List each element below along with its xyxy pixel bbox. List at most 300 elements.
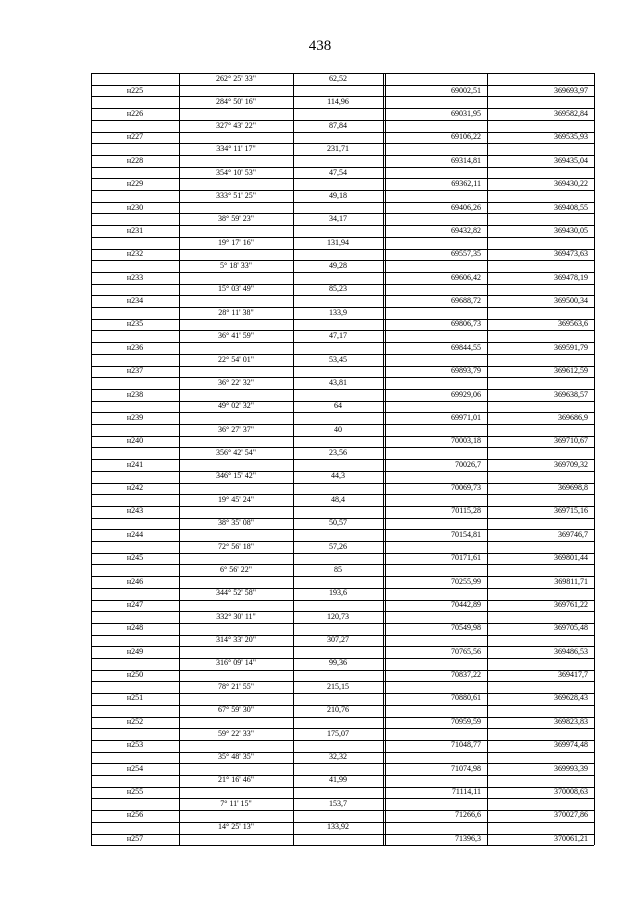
segment-row [91, 307, 594, 319]
x-coordinate-cell: 69432,82 [451, 225, 481, 235]
direction-angle-cell [179, 131, 293, 143]
distance-cell: 53,45 [329, 354, 347, 364]
row-border [91, 272, 594, 273]
x-coordinate-cell [385, 96, 487, 108]
y-coordinate-cell: 369698,8 [558, 483, 588, 493]
segment-row [91, 704, 594, 716]
point-name-cell: н249 [126, 646, 144, 656]
row-border [91, 471, 594, 472]
x-coordinate-cell [385, 307, 487, 319]
column-border [487, 73, 488, 845]
direction-angle-cell: 21° 16' 46" [218, 775, 254, 785]
point-name-cell: н252 [126, 716, 144, 726]
point-name-cell [91, 330, 179, 342]
x-coordinate-cell: 70115,28 [451, 506, 481, 516]
x-coordinate-cell [385, 330, 487, 342]
x-coordinate-cell [385, 564, 487, 576]
distance-cell [293, 716, 383, 728]
x-coordinate-cell: 71114,11 [451, 786, 481, 796]
y-coordinate-cell: 369408,55 [554, 202, 588, 212]
y-coordinate-cell [487, 400, 594, 412]
x-coordinate-cell [385, 611, 487, 623]
y-coordinate-cell [487, 167, 594, 179]
row-border [91, 506, 594, 507]
point-name-cell [91, 424, 179, 436]
y-coordinate-cell: 369761,22 [554, 599, 588, 609]
row-border [91, 213, 594, 214]
point-name-cell [91, 400, 179, 412]
point-row [91, 389, 594, 401]
point-name-cell [91, 260, 179, 272]
point-row [91, 692, 594, 704]
column-border [179, 73, 180, 845]
point-name-cell [91, 681, 179, 693]
column-border [594, 73, 595, 845]
y-coordinate-cell: 369974,48 [554, 740, 588, 750]
segment-row [91, 657, 594, 669]
point-name-cell: н240 [126, 436, 144, 446]
segment-row [91, 377, 594, 389]
point-name-cell: н239 [126, 412, 144, 422]
point-name-cell: н238 [126, 389, 144, 399]
point-name-cell [91, 167, 179, 179]
distance-cell [293, 318, 383, 330]
row-border [91, 518, 594, 519]
x-coordinate-cell [385, 377, 487, 389]
distance-cell [293, 576, 383, 588]
distance-cell: 64 [334, 401, 342, 411]
y-coordinate-cell: 369686,9 [558, 412, 588, 422]
segment-row [91, 517, 594, 529]
point-name-cell: н247 [126, 599, 144, 609]
x-coordinate-cell: 70003,18 [451, 436, 481, 446]
point-row [91, 552, 594, 564]
y-coordinate-cell: 370061,21 [554, 833, 588, 843]
x-coordinate-cell: 69031,95 [451, 109, 481, 119]
row-border [91, 319, 594, 320]
y-coordinate-cell [487, 657, 594, 669]
direction-angle-cell: 36° 27' 37" [218, 424, 254, 434]
point-row [91, 435, 594, 447]
row-border [91, 541, 594, 542]
point-row [91, 225, 594, 237]
x-coordinate-cell [385, 120, 487, 132]
point-name-cell: н236 [126, 342, 144, 352]
direction-angle-cell: 327° 43' 22" [216, 120, 256, 130]
row-border [91, 342, 594, 343]
direction-angle-cell: 316° 09' 14" [216, 658, 256, 668]
distance-cell: 32,32 [329, 751, 347, 761]
distance-cell [293, 786, 383, 798]
y-coordinate-cell [487, 494, 594, 506]
point-row [91, 295, 594, 307]
x-coordinate-cell: 71396,3 [455, 833, 481, 843]
y-coordinate-cell: 369628,43 [554, 693, 588, 703]
distance-cell [293, 131, 383, 143]
x-coordinate-cell: 70442,89 [451, 599, 481, 609]
row-border [91, 483, 594, 484]
segment-row [91, 213, 594, 225]
direction-angle-cell [179, 295, 293, 307]
direction-angle-cell [179, 786, 293, 798]
row-border [91, 424, 594, 425]
point-name-cell [91, 774, 179, 786]
x-coordinate-cell [385, 634, 487, 646]
point-name-cell [91, 657, 179, 669]
segment-row [91, 681, 594, 693]
point-name-cell: н253 [126, 740, 144, 750]
y-coordinate-cell: 369823,83 [554, 716, 588, 726]
point-row [91, 178, 594, 190]
direction-angle-cell [179, 108, 293, 120]
distance-cell [293, 552, 383, 564]
y-coordinate-cell [487, 704, 594, 716]
x-coordinate-cell [385, 167, 487, 179]
distance-cell: 193,6 [329, 588, 347, 598]
distance-cell: 210,76 [327, 705, 349, 715]
point-name-cell [91, 751, 179, 763]
x-coordinate-cell [385, 73, 487, 85]
row-border [91, 529, 594, 530]
point-name-cell [91, 96, 179, 108]
direction-angle-cell: 36° 41' 59" [218, 331, 254, 341]
row-border [91, 553, 594, 554]
segment-row [91, 494, 594, 506]
distance-cell: 49,18 [329, 190, 347, 200]
row-border [91, 635, 594, 636]
point-name-cell [91, 470, 179, 482]
row-border [91, 658, 594, 659]
point-name-cell: н235 [126, 319, 144, 329]
direction-angle-cell: 354° 10' 53" [216, 167, 256, 177]
y-coordinate-cell: 369801,44 [554, 553, 588, 563]
point-row [91, 131, 594, 143]
y-coordinate-cell [487, 143, 594, 155]
distance-cell: 307,27 [327, 635, 349, 644]
point-name-cell: н243 [126, 506, 144, 516]
point-name-cell [91, 213, 179, 225]
distance-cell: 50,57 [329, 518, 347, 528]
segment-row [91, 424, 594, 436]
row-border [91, 787, 594, 788]
distance-cell [293, 739, 383, 751]
distance-cell [293, 459, 383, 471]
x-coordinate-cell: 69971,01 [451, 412, 481, 422]
x-coordinate-cell [385, 657, 487, 669]
segment-row [91, 400, 594, 412]
direction-angle-cell [179, 272, 293, 284]
row-border [91, 693, 594, 694]
x-coordinate-cell [385, 143, 487, 155]
point-name-cell: н232 [126, 249, 144, 259]
point-row [91, 318, 594, 330]
point-row [91, 529, 594, 541]
row-border [91, 436, 594, 437]
row-border [91, 389, 594, 390]
point-name-cell [91, 447, 179, 459]
direction-angle-cell: 49° 02' 32" [218, 401, 254, 411]
segment-row [91, 774, 594, 786]
distance-cell: 48,4 [331, 494, 345, 504]
point-row [91, 599, 594, 611]
distance-cell [293, 178, 383, 190]
point-name-cell: н244 [126, 529, 144, 539]
point-name-cell [91, 634, 179, 646]
point-row [91, 786, 594, 798]
x-coordinate-cell [385, 400, 487, 412]
direction-angle-cell: 314° 33' 20" [216, 635, 256, 644]
point-row [91, 248, 594, 260]
x-coordinate-cell [385, 447, 487, 459]
y-coordinate-cell [487, 611, 594, 623]
x-coordinate-cell [385, 190, 487, 202]
direction-angle-cell: 19° 17' 16" [218, 237, 254, 247]
y-coordinate-cell [487, 307, 594, 319]
y-coordinate-cell [487, 377, 594, 389]
distance-cell: 57,26 [329, 541, 347, 551]
distance-cell: 47,17 [329, 331, 347, 341]
y-coordinate-cell: 369500,34 [554, 296, 588, 306]
point-name-cell: н237 [126, 366, 144, 376]
x-coordinate-cell: 69929,06 [451, 389, 481, 399]
y-coordinate-cell: 369693,97 [554, 85, 588, 95]
point-row [91, 646, 594, 658]
x-coordinate-cell: 70549,98 [451, 623, 481, 633]
distance-cell [293, 692, 383, 704]
point-name-cell [91, 587, 179, 599]
x-coordinate-cell: 70069,73 [451, 483, 481, 493]
point-row [91, 739, 594, 751]
x-coordinate-cell [385, 681, 487, 693]
row-border [91, 600, 594, 601]
x-coordinate-cell: 70837,22 [451, 670, 481, 680]
y-coordinate-cell: 369705,48 [554, 623, 588, 633]
row-border [91, 681, 594, 682]
point-name-cell [91, 704, 179, 716]
y-coordinate-cell: 369993,39 [554, 763, 588, 773]
row-border [91, 96, 594, 97]
point-name-cell [91, 120, 179, 132]
x-coordinate-cell [385, 424, 487, 436]
point-name-cell [91, 237, 179, 249]
point-name-cell: н233 [126, 272, 144, 282]
direction-angle-cell: 262° 25' 33" [216, 74, 256, 83]
direction-angle-cell [179, 365, 293, 377]
x-coordinate-cell: 70255,99 [451, 576, 481, 586]
distance-cell: 131,94 [327, 237, 349, 247]
direction-angle-cell [179, 85, 293, 97]
point-row [91, 272, 594, 284]
point-name-cell [91, 564, 179, 576]
direction-angle-cell [179, 412, 293, 424]
row-border [91, 775, 594, 776]
segment-row [91, 73, 594, 85]
distance-cell: 153,7 [329, 798, 347, 808]
direction-angle-cell [179, 552, 293, 564]
row-border [91, 412, 594, 413]
y-coordinate-cell: 369811,71 [554, 576, 588, 586]
segment-row [91, 283, 594, 295]
y-coordinate-cell: 369638,57 [554, 389, 588, 399]
segment-row [91, 167, 594, 179]
row-border [91, 260, 594, 261]
row-border [91, 670, 594, 671]
x-coordinate-cell: 69893,79 [451, 366, 481, 376]
segment-row [91, 541, 594, 553]
direction-angle-cell: 356° 42' 54" [216, 448, 256, 457]
point-row [91, 716, 594, 728]
segment-row [91, 447, 594, 459]
direction-angle-cell [179, 178, 293, 190]
y-coordinate-cell [487, 517, 594, 529]
direction-angle-cell [179, 155, 293, 167]
row-border [91, 295, 594, 296]
row-border [91, 354, 594, 355]
point-row [91, 365, 594, 377]
distance-cell: 40 [334, 424, 342, 434]
distance-cell [293, 342, 383, 354]
y-coordinate-cell [487, 260, 594, 272]
direction-angle-cell [179, 225, 293, 237]
direction-angle-cell [179, 318, 293, 330]
y-coordinate-cell [487, 634, 594, 646]
segment-row [91, 330, 594, 342]
distance-cell: 62,52 [329, 74, 347, 83]
x-coordinate-cell [385, 283, 487, 295]
direction-angle-cell [179, 389, 293, 401]
point-row [91, 622, 594, 634]
distance-cell [293, 622, 383, 634]
direction-angle-cell: 72° 56' 18" [218, 541, 254, 551]
x-coordinate-cell: 69362,11 [451, 179, 481, 189]
segment-row [91, 470, 594, 482]
distance-cell [293, 248, 383, 260]
row-border [91, 155, 594, 156]
point-name-cell: н230 [126, 202, 144, 212]
distance-cell: 231,71 [327, 144, 349, 154]
point-name-cell: н226 [126, 109, 144, 119]
direction-angle-cell [179, 692, 293, 704]
point-name-cell [91, 611, 179, 623]
row-border [91, 401, 594, 402]
direction-angle-cell [179, 763, 293, 775]
point-name-cell: н246 [126, 576, 144, 586]
y-coordinate-cell [487, 774, 594, 786]
point-name-cell: н231 [126, 225, 144, 235]
direction-angle-cell: 5° 18' 33" [220, 261, 252, 270]
point-name-cell: н242 [126, 483, 144, 493]
y-coordinate-cell [487, 283, 594, 295]
row-border [91, 366, 594, 367]
row-border [91, 623, 594, 624]
point-row [91, 459, 594, 471]
y-coordinate-cell [487, 447, 594, 459]
x-coordinate-cell [385, 517, 487, 529]
row-border [91, 249, 594, 250]
row-border [91, 798, 594, 799]
direction-angle-cell [179, 248, 293, 260]
direction-angle-cell [179, 505, 293, 517]
direction-angle-cell: 6° 56' 22" [220, 564, 252, 574]
x-coordinate-cell [385, 587, 487, 599]
y-coordinate-cell [487, 213, 594, 225]
distance-cell [293, 669, 383, 681]
row-border [91, 178, 594, 179]
row-border [91, 330, 594, 331]
point-name-cell [91, 143, 179, 155]
row-border [91, 752, 594, 753]
row-border [91, 728, 594, 729]
segment-row [91, 587, 594, 599]
y-coordinate-cell [487, 681, 594, 693]
segment-row [91, 634, 594, 646]
direction-angle-cell: 36° 22' 32" [218, 377, 254, 387]
distance-cell: 43,81 [329, 377, 347, 387]
distance-cell: 87,84 [329, 120, 347, 130]
x-coordinate-cell: 69002,51 [451, 85, 481, 95]
row-border [91, 822, 594, 823]
direction-angle-cell [179, 482, 293, 494]
row-border [91, 202, 594, 203]
y-coordinate-cell [487, 96, 594, 108]
y-coordinate-cell: 369710,67 [554, 436, 588, 446]
distance-cell [293, 365, 383, 377]
y-coordinate-cell [487, 541, 594, 553]
segment-row [91, 611, 594, 623]
column-border [383, 73, 384, 845]
point-row [91, 108, 594, 120]
direction-angle-cell: 35° 48' 35" [218, 751, 254, 761]
direction-angle-cell [179, 669, 293, 681]
distance-cell [293, 155, 383, 167]
row-border [91, 646, 594, 647]
direction-angle-cell [179, 646, 293, 658]
y-coordinate-cell [487, 354, 594, 366]
x-coordinate-cell: 71266,6 [455, 810, 481, 820]
y-coordinate-cell: 370008,63 [554, 786, 588, 796]
y-coordinate-cell: 369715,16 [554, 506, 588, 516]
x-coordinate-cell: 69806,73 [451, 319, 481, 329]
y-coordinate-cell: 369473,63 [554, 249, 588, 259]
row-border [91, 717, 594, 718]
direction-angle-cell: 14° 25' 13" [218, 822, 254, 831]
distance-cell [293, 295, 383, 307]
row-border [91, 377, 594, 378]
y-coordinate-cell [487, 424, 594, 436]
direction-angle-cell [179, 599, 293, 611]
direction-angle-cell: 344° 52' 58" [216, 588, 256, 598]
x-coordinate-cell [385, 213, 487, 225]
y-coordinate-cell: 369478,19 [554, 272, 588, 282]
y-coordinate-cell [487, 73, 594, 85]
y-coordinate-cell [487, 470, 594, 482]
row-border [91, 588, 594, 589]
x-coordinate-cell [385, 728, 487, 740]
distance-cell: 133,92 [327, 822, 349, 831]
point-name-cell [91, 190, 179, 202]
point-row [91, 505, 594, 517]
row-border [91, 834, 594, 835]
distance-cell [293, 85, 383, 97]
segment-row [91, 564, 594, 576]
point-name-cell: н250 [126, 670, 144, 680]
point-row [91, 412, 594, 424]
distance-cell [293, 646, 383, 658]
point-name-cell: н255 [126, 786, 144, 796]
row-border [91, 225, 594, 226]
direction-angle-cell: 28° 11' 38" [218, 307, 254, 317]
y-coordinate-cell: 369430,05 [554, 225, 588, 235]
